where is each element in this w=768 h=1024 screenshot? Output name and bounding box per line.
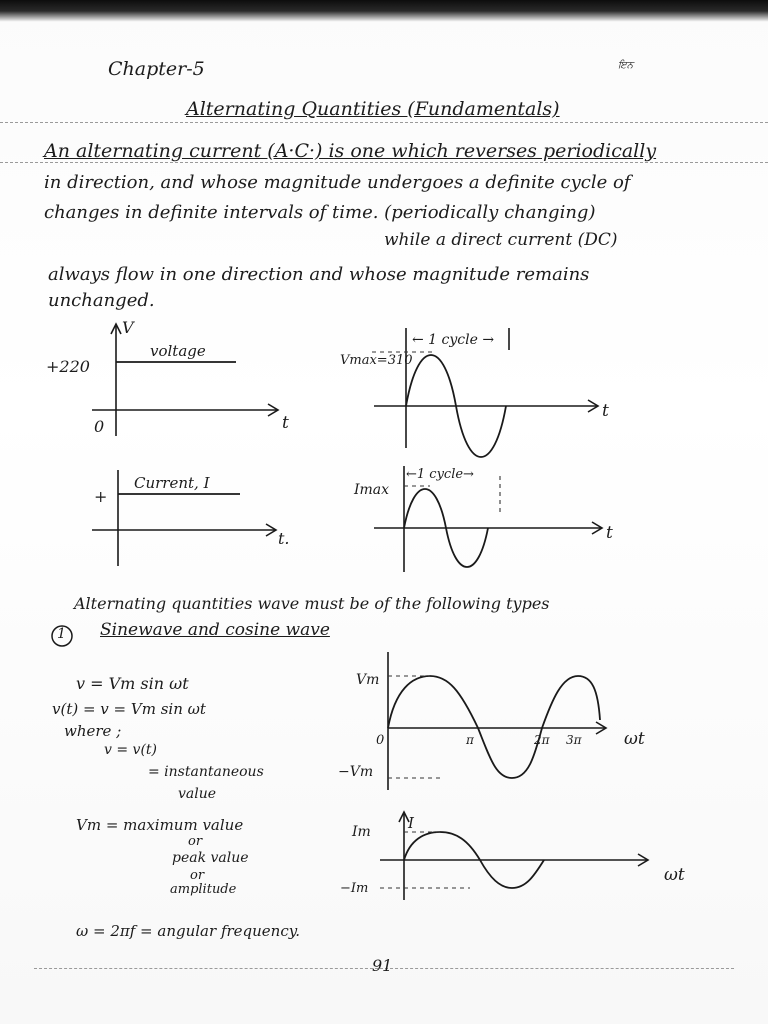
intro-line-1: An alternating current (A·C·) is one which reverses periodically [44, 140, 657, 162]
ac-voltage-peak-label: Vmax=310 [340, 353, 413, 368]
intro-line-2: in direction, and whose magnitude undergoes a definite cycle of [44, 172, 631, 193]
types-intro: Alternating quantities wave must be of the following types [74, 594, 550, 613]
current-sine-x-label: ωt [664, 865, 685, 885]
vm-def-3: peak value [172, 850, 249, 866]
page-title: Alternating Quantities (Fundamentals) [186, 98, 560, 120]
sine-origin-label: 0 [376, 733, 385, 748]
sine-2pi-label: 2π [534, 733, 550, 747]
item-number: 1 [57, 626, 66, 642]
dc-current-curve-label: Current, I [134, 474, 210, 492]
dc-voltage-y-label: V [122, 318, 134, 337]
corner-mark: ਇਨ [618, 60, 633, 71]
sine-wave [388, 676, 600, 778]
vm-def-1: Vm = maximum value [76, 816, 244, 834]
vm-def-4: or [190, 868, 205, 883]
current-sine-graph [340, 812, 685, 900]
ac-current-peak-label: Imax [354, 482, 390, 498]
intro-line-6: unchanged. [48, 290, 155, 311]
v-def-1: v = v(t) [104, 742, 157, 758]
sine-x-label: ωt [624, 729, 645, 749]
vm-def-2: or [188, 834, 203, 849]
sine-wave-graph [338, 652, 645, 790]
ac-current-graph [353, 466, 613, 572]
current-sine-peak-label: Im [352, 824, 371, 840]
item-1-label: Sinewave and cosine wave [100, 620, 330, 640]
sine-neg-peak-label: −Vm [338, 764, 374, 780]
ac-voltage-graph [340, 328, 609, 457]
current-sine-y-label: I [408, 814, 414, 832]
sine-peak-label: Vm [356, 672, 380, 688]
omega-definition: ω = 2πf = angular frequency. [76, 922, 300, 940]
sine-3pi-label: 3π [566, 733, 582, 747]
dc-voltage-level: +220 [46, 357, 90, 376]
sine-pi-label: π [466, 733, 474, 747]
ac-current-x-label: t [606, 523, 613, 543]
page-number: 91 [372, 956, 393, 975]
intro-line-3: changes in definite intervals of time. (periodically changing) [44, 202, 596, 223]
intro-line-5: always flow in one direction and whose magnitude remains [48, 264, 590, 285]
dc-voltage-origin: 0 [94, 417, 105, 436]
dc-voltage-curve-label: voltage [150, 342, 206, 360]
dc-current-graph [92, 470, 290, 566]
eq-2: v(t) = v = Vm sin ωt [52, 700, 206, 718]
ac-voltage-x-label: t [602, 401, 609, 421]
v-def-2: = instantaneous [148, 764, 264, 780]
v-def-3: value [178, 786, 217, 802]
dc-voltage-x-label: t [282, 413, 289, 433]
ac-voltage-cycle-label: ← 1 cycle → [412, 332, 495, 348]
dc-current-level: + [94, 487, 108, 506]
vm-def-5: amplitude [170, 882, 237, 897]
eq-where: where ; [64, 722, 122, 740]
chapter-heading: Chapter-5 [108, 58, 205, 80]
intro-line-4: while a direct current (DC) [384, 230, 618, 250]
eq-1: v = Vm sin ωt [76, 674, 189, 693]
dc-current-x-label: t. [278, 529, 290, 548]
dc-voltage-graph [46, 318, 289, 436]
ac-current-cycle-label: ←1 cycle→ [406, 467, 474, 482]
current-sine-neg-peak-label: −Im [340, 881, 369, 896]
